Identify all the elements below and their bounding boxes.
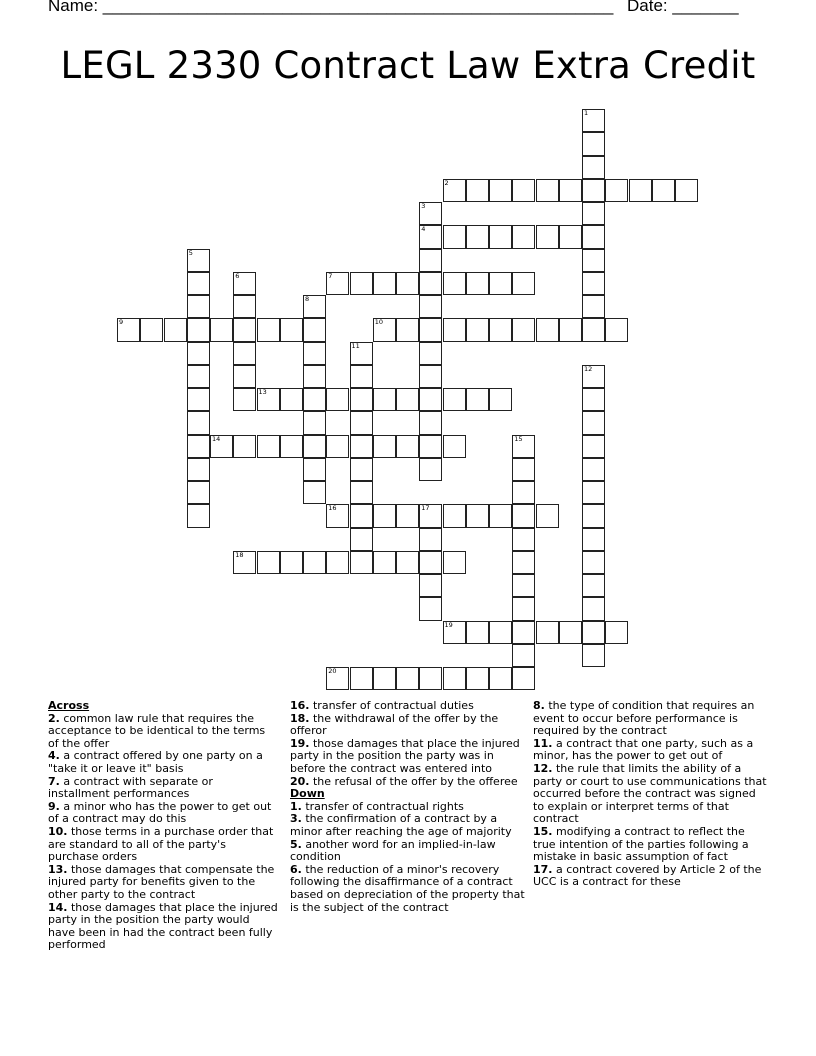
crossword-cell[interactable]: [466, 179, 489, 202]
crossword-cell[interactable]: [396, 504, 419, 527]
crossword-cell[interactable]: [582, 295, 605, 318]
crossword-cell[interactable]: [187, 318, 210, 341]
crossword-cell[interactable]: [466, 318, 489, 341]
crossword-cell[interactable]: [419, 411, 442, 434]
crossword-cell[interactable]: [303, 551, 326, 574]
across-heading: Across: [48, 699, 90, 712]
clue-text: modifying a contract to reflect the true intention of the parties following a mistake in basic assumption of fact: [533, 824, 749, 864]
clue-text: those damages that compensate the injured party for benefits given to the other party to the contract: [48, 862, 275, 901]
crossword-cell[interactable]: [419, 225, 442, 248]
across-clue: [48, 713, 278, 751]
clue-text: the withdrawal of the offer by the offeror: [290, 711, 499, 738]
crossword-cell[interactable]: [559, 621, 582, 644]
crossword-cell[interactable]: [396, 551, 419, 574]
crossword-cell[interactable]: [512, 225, 535, 248]
crossword-cell[interactable]: [187, 481, 210, 504]
across-clue: [48, 826, 278, 864]
crossword-cell[interactable]: [187, 249, 210, 272]
clue-number-label: 9.: [48, 799, 60, 813]
crossword-cell[interactable]: [443, 621, 466, 644]
crossword-cell[interactable]: [140, 318, 163, 341]
crossword-cell[interactable]: [233, 342, 256, 365]
crossword-cell[interactable]: [350, 435, 373, 458]
crossword-cell[interactable]: [512, 667, 535, 690]
crossword-cell[interactable]: [396, 435, 419, 458]
crossword-cell[interactable]: [582, 411, 605, 434]
clue-number: 18: [235, 550, 244, 559]
crossword-cell[interactable]: [419, 249, 442, 272]
clue-column-3: [533, 700, 769, 889]
crossword-cell[interactable]: [233, 435, 256, 458]
crossword-cell[interactable]: [373, 435, 396, 458]
crossword-cell[interactable]: [466, 225, 489, 248]
crossword-cell[interactable]: [582, 644, 605, 667]
clue-number: 19: [444, 620, 453, 629]
crossword-cell[interactable]: [187, 411, 210, 434]
crossword-cell[interactable]: [489, 667, 512, 690]
down-clue-list-continued: [533, 700, 769, 889]
crossword-cell[interactable]: [396, 318, 419, 341]
clue-number: 9: [119, 318, 124, 327]
across-clue: [290, 738, 526, 776]
clue-text: a contract offered by one party on a "take it or leave it" basis: [48, 749, 263, 775]
clue-text: a minor who has the power to get out of a contract may do this: [48, 799, 272, 826]
crossword-cell[interactable]: [419, 551, 442, 574]
crossword-cell[interactable]: [582, 597, 605, 620]
crossword-cell[interactable]: [233, 272, 256, 295]
crossword-cell[interactable]: [303, 318, 326, 341]
crossword-cell[interactable]: [629, 179, 652, 202]
crossword-cell[interactable]: [257, 318, 280, 341]
across-clue: [48, 902, 278, 952]
crossword-cell[interactable]: [512, 435, 535, 458]
clue-number-label: 4.: [48, 749, 60, 763]
crossword-cell[interactable]: [396, 667, 419, 690]
clue-number-label: 13.: [48, 862, 68, 876]
crossword-cell[interactable]: [233, 365, 256, 388]
crossword-cell[interactable]: [419, 458, 442, 481]
crossword-cell[interactable]: [466, 621, 489, 644]
crossword-cell[interactable]: [373, 388, 396, 411]
across-clue: [290, 776, 526, 789]
crossword-cell[interactable]: [466, 504, 489, 527]
crossword-cell[interactable]: [350, 272, 373, 295]
clue-number-label: 2.: [48, 711, 60, 725]
clue-text: the rule that limits the ability of a party or court to use communications that occurred before the contract was signed to explain or interpret terms of that contract: [533, 761, 767, 826]
crossword-cell[interactable]: [559, 318, 582, 341]
clue-text: the reduction of a minor's recovery following the disaffirmance of a contract based on depreciation of the property that is the subject of the contract: [290, 862, 525, 914]
clue-number-label: 3.: [290, 812, 302, 826]
crossword-cell[interactable]: [582, 388, 605, 411]
clue-number-label: 11.: [533, 736, 553, 750]
down-clue: [290, 864, 526, 914]
crossword-cell[interactable]: [303, 342, 326, 365]
clue-number-label: 1.: [290, 799, 302, 813]
clue-number: 1: [584, 109, 589, 117]
crossword-cell[interactable]: [512, 318, 535, 341]
clue-text: transfer of contractual rights: [301, 799, 464, 813]
clue-number: 12: [584, 364, 593, 373]
crossword-cell[interactable]: [652, 179, 675, 202]
crossword-cell[interactable]: [373, 272, 396, 295]
crossword-cell[interactable]: [512, 551, 535, 574]
crossword-cell[interactable]: [443, 272, 466, 295]
crossword-cell[interactable]: [233, 551, 256, 574]
crossword-cell[interactable]: [419, 388, 442, 411]
crossword-cell[interactable]: [466, 388, 489, 411]
clue-number: 20: [328, 667, 337, 675]
crossword-cell[interactable]: [489, 318, 512, 341]
crossword-cell[interactable]: [582, 109, 605, 132]
clue-number-label: 20.: [290, 774, 310, 788]
crossword-cell[interactable]: [605, 621, 628, 644]
clue-number: 16: [328, 504, 337, 513]
clue-number-label: 14.: [48, 900, 68, 914]
crossword-cell[interactable]: [280, 318, 303, 341]
crossword-cell[interactable]: [419, 528, 442, 551]
crossword-cell[interactable]: [443, 667, 466, 690]
crossword-cell[interactable]: [582, 551, 605, 574]
date-field-label[interactable]: Date: _______: [627, 0, 739, 15]
crossword-cell[interactable]: [257, 435, 280, 458]
crossword-cell[interactable]: [326, 388, 349, 411]
crossword-cell[interactable]: [582, 458, 605, 481]
clue-number: 3: [421, 202, 426, 210]
crossword-cell[interactable]: [326, 504, 349, 527]
down-clue: [533, 763, 769, 826]
clue-number: 5: [188, 248, 193, 257]
crossword-cell[interactable]: [419, 667, 442, 690]
clue-text: common law rule that requires the acceptance to be identical to the terms of the offer: [48, 711, 266, 750]
clue-number: 14: [212, 434, 221, 443]
crossword-cell[interactable]: [419, 597, 442, 620]
crossword-cell[interactable]: [233, 295, 256, 318]
crossword-cell[interactable]: [419, 202, 442, 225]
crossword-cell[interactable]: [582, 179, 605, 202]
crossword-cell[interactable]: [559, 179, 582, 202]
clue-text: those damages that place the injured party in the position the party was in before the contract was entered into: [290, 736, 520, 775]
crossword-cell[interactable]: [443, 388, 466, 411]
clue-text: the type of condition that requires an event to occur before performance is required by the contract: [533, 699, 755, 738]
crossword-cell[interactable]: [233, 388, 256, 411]
crossword-cell[interactable]: [396, 388, 419, 411]
crossword-cell[interactable]: [257, 551, 280, 574]
crossword-cell[interactable]: [559, 225, 582, 248]
crossword-cell[interactable]: [373, 551, 396, 574]
down-clue: [290, 813, 526, 838]
down-clue: [533, 864, 769, 889]
crossword-cell[interactable]: [466, 667, 489, 690]
crossword-cell[interactable]: [512, 458, 535, 481]
crossword-cell[interactable]: [536, 225, 559, 248]
crossword-cell[interactable]: [582, 621, 605, 644]
crossword-cell[interactable]: [303, 411, 326, 434]
crossword-cell[interactable]: [582, 272, 605, 295]
clue-number-label: 6.: [290, 862, 302, 876]
crossword-cell[interactable]: [187, 295, 210, 318]
crossword-cell[interactable]: [443, 435, 466, 458]
crossword-cell[interactable]: [187, 504, 210, 527]
crossword-cell[interactable]: [350, 458, 373, 481]
crossword-cell[interactable]: [512, 504, 535, 527]
crossword-cell[interactable]: [350, 411, 373, 434]
crossword-cell[interactable]: [443, 179, 466, 202]
clue-number: 8: [305, 295, 310, 303]
clue-text: those damages that place the injured party in the position the party would have been in had the contract been fully performed: [48, 900, 278, 952]
crossword-cell[interactable]: [117, 318, 140, 341]
crossword-cell[interactable]: [582, 435, 605, 458]
crossword-cell[interactable]: [303, 295, 326, 318]
crossword-cell[interactable]: [210, 318, 233, 341]
crossword-cell[interactable]: [489, 504, 512, 527]
crossword-cell[interactable]: [419, 365, 442, 388]
crossword-cell[interactable]: [582, 225, 605, 248]
crossword-cell[interactable]: [350, 551, 373, 574]
clue-number-label: 16.: [290, 699, 310, 712]
crossword-cell[interactable]: [512, 179, 535, 202]
crossword-cell[interactable]: [489, 272, 512, 295]
crossword-cell[interactable]: [187, 365, 210, 388]
crossword-cell[interactable]: [326, 272, 349, 295]
down-clue-list: [290, 801, 526, 914]
crossword-cell[interactable]: [582, 132, 605, 155]
across-clue: [48, 776, 278, 801]
crossword-cell[interactable]: [257, 388, 280, 411]
crossword-cell[interactable]: [582, 156, 605, 179]
crossword-cell[interactable]: [233, 318, 256, 341]
page-title: LEGL 2330 Contract Law Extra Credit: [60, 44, 756, 87]
crossword-cell[interactable]: [582, 365, 605, 388]
crossword-cell[interactable]: [280, 388, 303, 411]
crossword-cell[interactable]: [512, 644, 535, 667]
clue-text: another word for an implied-in-law condition: [290, 837, 496, 864]
crossword-cell[interactable]: [512, 574, 535, 597]
crossword-cell[interactable]: [187, 342, 210, 365]
clue-text: the confirmation of a contract by a minor after reaching the age of majority: [290, 812, 512, 838]
crossword-cell[interactable]: [326, 551, 349, 574]
crossword-cell[interactable]: [373, 318, 396, 341]
crossword-cell[interactable]: [210, 435, 233, 458]
crossword-cell[interactable]: [187, 435, 210, 458]
crossword-cell[interactable]: [350, 388, 373, 411]
crossword-cell[interactable]: [489, 225, 512, 248]
clue-text: those terms in a purchase order that are standard to all of the party's purchase orders: [48, 824, 274, 864]
crossword-cell[interactable]: [419, 318, 442, 341]
crossword-cell[interactable]: [419, 342, 442, 365]
clue-number: 15: [514, 434, 523, 443]
crossword-cell[interactable]: [373, 504, 396, 527]
crossword-cell[interactable]: [582, 202, 605, 225]
crossword-cell[interactable]: [419, 295, 442, 318]
clue-number-label: 7.: [48, 774, 60, 788]
crossword-cell[interactable]: [489, 621, 512, 644]
clue-number-label: 10.: [48, 824, 68, 838]
clue-number-label: 8.: [533, 699, 545, 712]
clue-number-label: 18.: [290, 711, 310, 725]
down-clue: [290, 839, 526, 864]
crossword-cell[interactable]: [582, 481, 605, 504]
crossword-cell[interactable]: [536, 621, 559, 644]
across-clue: [290, 713, 526, 738]
crossword-cell[interactable]: [303, 435, 326, 458]
crossword-cell[interactable]: [350, 528, 373, 551]
across-clue-list-continued: [290, 700, 526, 788]
clue-text: a contract that one party, such as a minor, has the power to get out of: [533, 736, 754, 763]
crossword-cell[interactable]: [443, 504, 466, 527]
crossword-cell[interactable]: [187, 388, 210, 411]
crossword-cell[interactable]: [326, 667, 349, 690]
clue-number: 17: [421, 504, 430, 513]
clue-number-label: 19.: [290, 736, 310, 750]
clue-number-label: 17.: [533, 862, 553, 876]
clue-number: 2: [444, 178, 449, 187]
name-field-label[interactable]: Name: ______________________________________________________: [48, 0, 614, 15]
down-clue: [533, 700, 769, 738]
crossword-cell[interactable]: [350, 365, 373, 388]
clue-number: 6: [235, 271, 240, 280]
crossword-cell[interactable]: [350, 504, 373, 527]
clue-number: 13: [258, 388, 267, 396]
crossword-cell[interactable]: [466, 272, 489, 295]
crossword-cell[interactable]: [512, 481, 535, 504]
clue-number: 4: [421, 225, 426, 234]
crossword-cell[interactable]: [443, 551, 466, 574]
clue-column-1: [48, 700, 278, 952]
crossword-cell[interactable]: [489, 179, 512, 202]
crossword-cell[interactable]: [443, 225, 466, 248]
crossword-cell[interactable]: [303, 365, 326, 388]
across-clue: [48, 750, 278, 775]
crossword-cell[interactable]: [582, 574, 605, 597]
crossword-cell[interactable]: [187, 272, 210, 295]
crossword-cell[interactable]: [536, 504, 559, 527]
crossword-cell[interactable]: [605, 179, 628, 202]
crossword-cell[interactable]: [605, 318, 628, 341]
crossword-cell[interactable]: [303, 481, 326, 504]
crossword-cell[interactable]: [350, 667, 373, 690]
crossword-cell[interactable]: [419, 435, 442, 458]
crossword-cell[interactable]: [512, 272, 535, 295]
crossword-cell[interactable]: [675, 179, 698, 202]
clue-text: transfer of contractual duties: [309, 699, 474, 712]
clue-text: a contract covered by Article 2 of the UCC is a contract for these: [533, 862, 762, 889]
crossword-cell[interactable]: [280, 551, 303, 574]
crossword-cell[interactable]: [419, 504, 442, 527]
down-heading: Down: [290, 787, 325, 801]
clue-number: 10: [374, 318, 384, 327]
crossword-cell[interactable]: [536, 318, 559, 341]
crossword-cell[interactable]: [512, 621, 535, 644]
crossword-cell[interactable]: [536, 179, 559, 202]
across-clue: [48, 801, 278, 826]
crossword-cell[interactable]: [512, 528, 535, 551]
clue-number-label: 15.: [533, 824, 553, 838]
clue-number: 11: [351, 341, 360, 350]
down-clue: [533, 738, 769, 763]
crossword-cell[interactable]: [303, 388, 326, 411]
clue-number-label: 5.: [290, 837, 302, 851]
crossword-cell[interactable]: [350, 481, 373, 504]
down-clue: [533, 826, 769, 864]
crossword-cell[interactable]: [187, 458, 210, 481]
crossword-cell[interactable]: [303, 458, 326, 481]
crossword-cell[interactable]: [164, 318, 187, 341]
crossword-cell[interactable]: [326, 435, 349, 458]
crossword-cell[interactable]: [582, 528, 605, 551]
crossword-cell[interactable]: [419, 272, 442, 295]
crossword-cell[interactable]: [396, 272, 419, 295]
crossword-cell[interactable]: [350, 342, 373, 365]
clue-column-2: [290, 700, 526, 914]
clue-number-label: 12.: [533, 761, 553, 775]
crossword-cell[interactable]: [489, 388, 512, 411]
clue-number: 7: [328, 271, 333, 280]
clue-text: a contract with separate or installment performances: [48, 774, 213, 801]
across-clue-list: [48, 713, 278, 952]
crossword-cell[interactable]: [280, 435, 303, 458]
crossword-cell[interactable]: [512, 597, 535, 620]
crossword-cell[interactable]: [582, 504, 605, 527]
crossword-cell[interactable]: [419, 574, 442, 597]
crossword-cell[interactable]: [443, 318, 466, 341]
crossword-cell[interactable]: [373, 667, 396, 690]
crossword-cell[interactable]: [582, 318, 605, 341]
crossword-cell[interactable]: [582, 249, 605, 272]
clue-text: the refusal of the offer by the offeree: [309, 774, 518, 788]
across-clue: [48, 864, 278, 902]
